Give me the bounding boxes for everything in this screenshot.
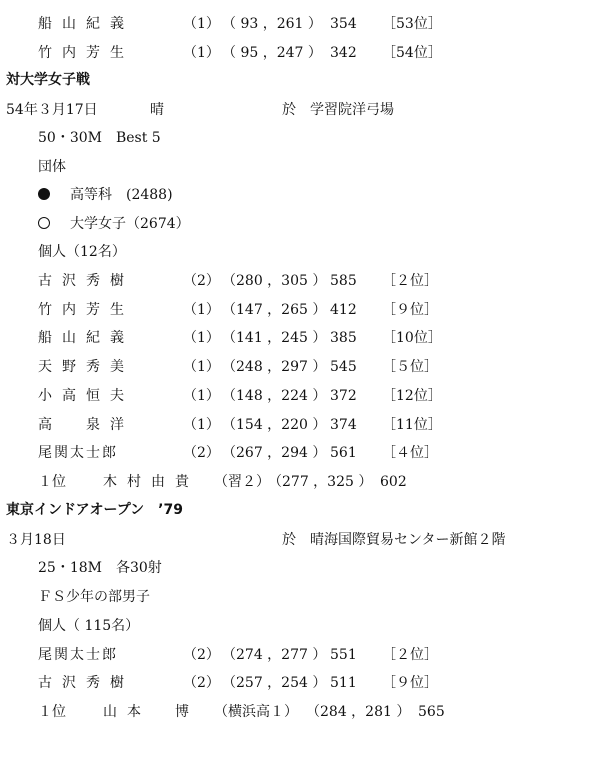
section-title: 東京インドアオープン ’79	[6, 502, 183, 518]
round-scores: （147 ，265 ）	[222, 302, 327, 318]
round-scores: （148 ，224 ）	[222, 388, 327, 404]
event-date: 54年３月17日	[6, 102, 98, 118]
rank-placement: ［９位］	[382, 675, 438, 691]
winner-affiliation: （横浜高１）	[214, 704, 298, 720]
rank-placement: ［12位］	[382, 388, 442, 404]
total-score: 511	[330, 675, 357, 691]
athlete-name: 船山紀義	[38, 330, 134, 346]
individual-label: 個人（12名）	[38, 244, 126, 260]
winner-scores: （284 ，281 ）	[306, 704, 411, 720]
winner-rank: １位	[38, 704, 66, 720]
loss-mark-icon	[38, 212, 50, 236]
event-venue: 於 晴海国際貿易センター新館２階	[282, 532, 506, 548]
total-score: 551	[330, 647, 357, 663]
athlete-name: 小高恒夫	[38, 388, 134, 404]
event-venue: 於 学習院洋弓場	[282, 102, 394, 118]
total-score: 561	[330, 445, 357, 461]
rank-placement: ［11位］	[382, 417, 442, 433]
athlete-grade: （1）	[183, 45, 220, 61]
section-title: 対大学女子戦	[6, 72, 90, 88]
athlete-grade: （1）	[183, 16, 220, 32]
round-scores: （274 ，277 ）	[222, 647, 327, 663]
athlete-name: 天野秀美	[38, 359, 134, 375]
athlete-grade: （2）	[183, 647, 220, 663]
athlete-grade: （1）	[183, 359, 220, 375]
winner-total: 602	[380, 474, 407, 490]
team-result: 大学女子（2674）	[70, 216, 190, 232]
athlete-grade: （1）	[183, 388, 220, 404]
athlete-name: 船山紀義	[38, 16, 134, 32]
athlete-grade: （2）	[183, 675, 220, 691]
winner-affiliation: （習２）	[214, 474, 270, 490]
total-score: 412	[330, 302, 357, 318]
total-score: 342	[330, 45, 357, 61]
total-score: 585	[330, 273, 357, 289]
winner-name: 木村由貴	[103, 474, 199, 490]
total-score: 385	[330, 330, 357, 346]
division-label: ＦＳ少年の部男子	[38, 589, 150, 605]
winner-scores: （277 ，325 ）	[268, 474, 373, 490]
athlete-grade: （1）	[183, 330, 220, 346]
win-mark-icon	[38, 183, 50, 207]
athlete-name: 古沢秀樹	[38, 273, 134, 289]
athlete-grade: （1）	[183, 302, 220, 318]
athlete-grade: （2）	[183, 445, 220, 461]
event-weather: 晴	[150, 102, 164, 118]
event-format: 50・30M Best 5	[38, 130, 161, 146]
rank-placement: ［２位］	[382, 273, 438, 289]
athlete-name: 古沢秀樹	[38, 675, 134, 691]
round-scores: （280 ，305 ）	[222, 273, 327, 289]
total-score: 354	[330, 16, 357, 32]
rank-placement: ［９位］	[382, 302, 438, 318]
round-scores: （ 93 ，261 ）	[222, 16, 322, 32]
team-result: 高等科 (2488)	[70, 187, 173, 203]
round-scores: （154 ，220 ）	[222, 417, 327, 433]
athlete-name: 竹内芳生	[38, 45, 134, 61]
round-scores: （257 ，254 ）	[222, 675, 327, 691]
athlete-grade: （2）	[183, 273, 220, 289]
total-score: 374	[330, 417, 357, 433]
event-format: 25・18M 各30射	[38, 560, 162, 576]
rank-placement: ［53位］	[382, 16, 442, 32]
round-scores: （ 95 ，247 ）	[222, 45, 322, 61]
rank-placement: ［54位］	[382, 45, 442, 61]
total-score: 545	[330, 359, 357, 375]
athlete-name: 竹内芳生	[38, 302, 134, 318]
individual-label: 個人（ 115名）	[38, 618, 140, 634]
winner-total: 565	[418, 704, 445, 720]
rank-placement: ［４位］	[382, 445, 438, 461]
round-scores: （141 ，245 ）	[222, 330, 327, 346]
team-label: 団体	[38, 159, 66, 175]
athlete-name: 高 泉洋	[38, 417, 134, 433]
round-scores: （248 ，297 ）	[222, 359, 327, 375]
athlete-name: 尾関太士郎	[38, 445, 118, 461]
rank-placement: ［10位］	[382, 330, 442, 346]
round-scores: （267 ，294 ）	[222, 445, 327, 461]
rank-placement: ［５位］	[382, 359, 438, 375]
athlete-name: 尾関太士郎	[38, 647, 118, 663]
rank-placement: ［２位］	[382, 647, 438, 663]
athlete-grade: （1）	[183, 417, 220, 433]
event-date: ３月18日	[6, 532, 66, 548]
total-score: 372	[330, 388, 357, 404]
winner-rank: １位	[38, 474, 66, 490]
winner-name: 山本 博	[103, 704, 199, 720]
